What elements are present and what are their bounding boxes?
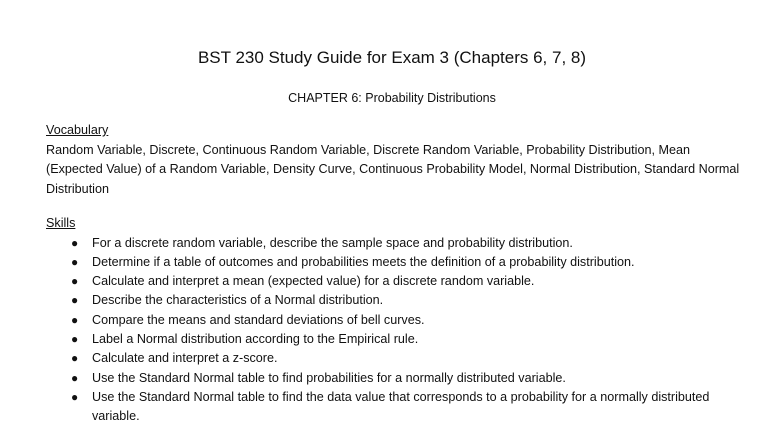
vocabulary-text: Random Variable, Discrete, Continuous Random Variable, Discrete Random Variable, Probability Distribution, Mean (Expected Value) of a Random Variable, Density Curve, Continuous Probability Model, Normal Distribution, Standard Normal Distribution: [46, 142, 740, 196]
skill-text: Determine if a table of outcomes and probabilities meets the definition of a probability distribution.: [92, 254, 635, 269]
skill-text: Compare the means and standard deviations of bell curves.: [92, 312, 425, 327]
skills-list: [46, 234, 744, 427]
list-item: [46, 330, 744, 349]
list-item: [46, 234, 744, 253]
skill-text: Use the Standard Normal table to find the data value that corresponds to a probability for a normally distributed variable.: [92, 389, 710, 424]
skill-text: Calculate and interpret a mean (expected value) for a discrete random variable.: [92, 274, 535, 289]
bullet-dot-icon: ●: [71, 351, 79, 366]
list-item: [46, 272, 744, 291]
bullet-dot-icon: ●: [71, 274, 79, 289]
bullet-dot-icon: ●: [71, 312, 79, 327]
skill-text: Calculate and interpret a z-score.: [92, 351, 278, 366]
vocabulary-section: [46, 121, 744, 199]
bullet-dot-icon: ●: [71, 235, 79, 250]
skill-text: Describe the characteristics of a Normal distribution.: [92, 293, 384, 308]
bullet-dot-icon: ●: [71, 293, 79, 308]
list-item: [46, 253, 744, 272]
list-item: [46, 349, 744, 368]
bullet-dot-icon: ●: [71, 389, 79, 404]
bullet-dot-icon: ●: [71, 370, 79, 385]
bullet-dot-icon: ●: [71, 331, 79, 346]
skill-text: Use the Standard Normal table to find probabilities for a normally distributed variable.: [92, 370, 566, 385]
list-item: [46, 369, 744, 388]
skills-section: [46, 214, 744, 426]
list-item: [46, 388, 732, 427]
skills-heading: Skills: [46, 216, 76, 230]
chapter-heading: CHAPTER 6: Probability Distributions: [288, 91, 496, 105]
page-title: BST 230 Study Guide for Exam 3 (Chapters 6, 7, 8): [197, 48, 587, 67]
bullet-dot-icon: ●: [71, 254, 79, 269]
vocabulary-heading: Vocabulary: [46, 123, 109, 137]
list-item: [46, 291, 744, 310]
skill-text: For a discrete random variable, describe the sample space and probability distribution.: [92, 235, 573, 250]
list-item: [46, 311, 744, 330]
skill-text: Label a Normal distribution according to the Empirical rule.: [92, 331, 419, 346]
